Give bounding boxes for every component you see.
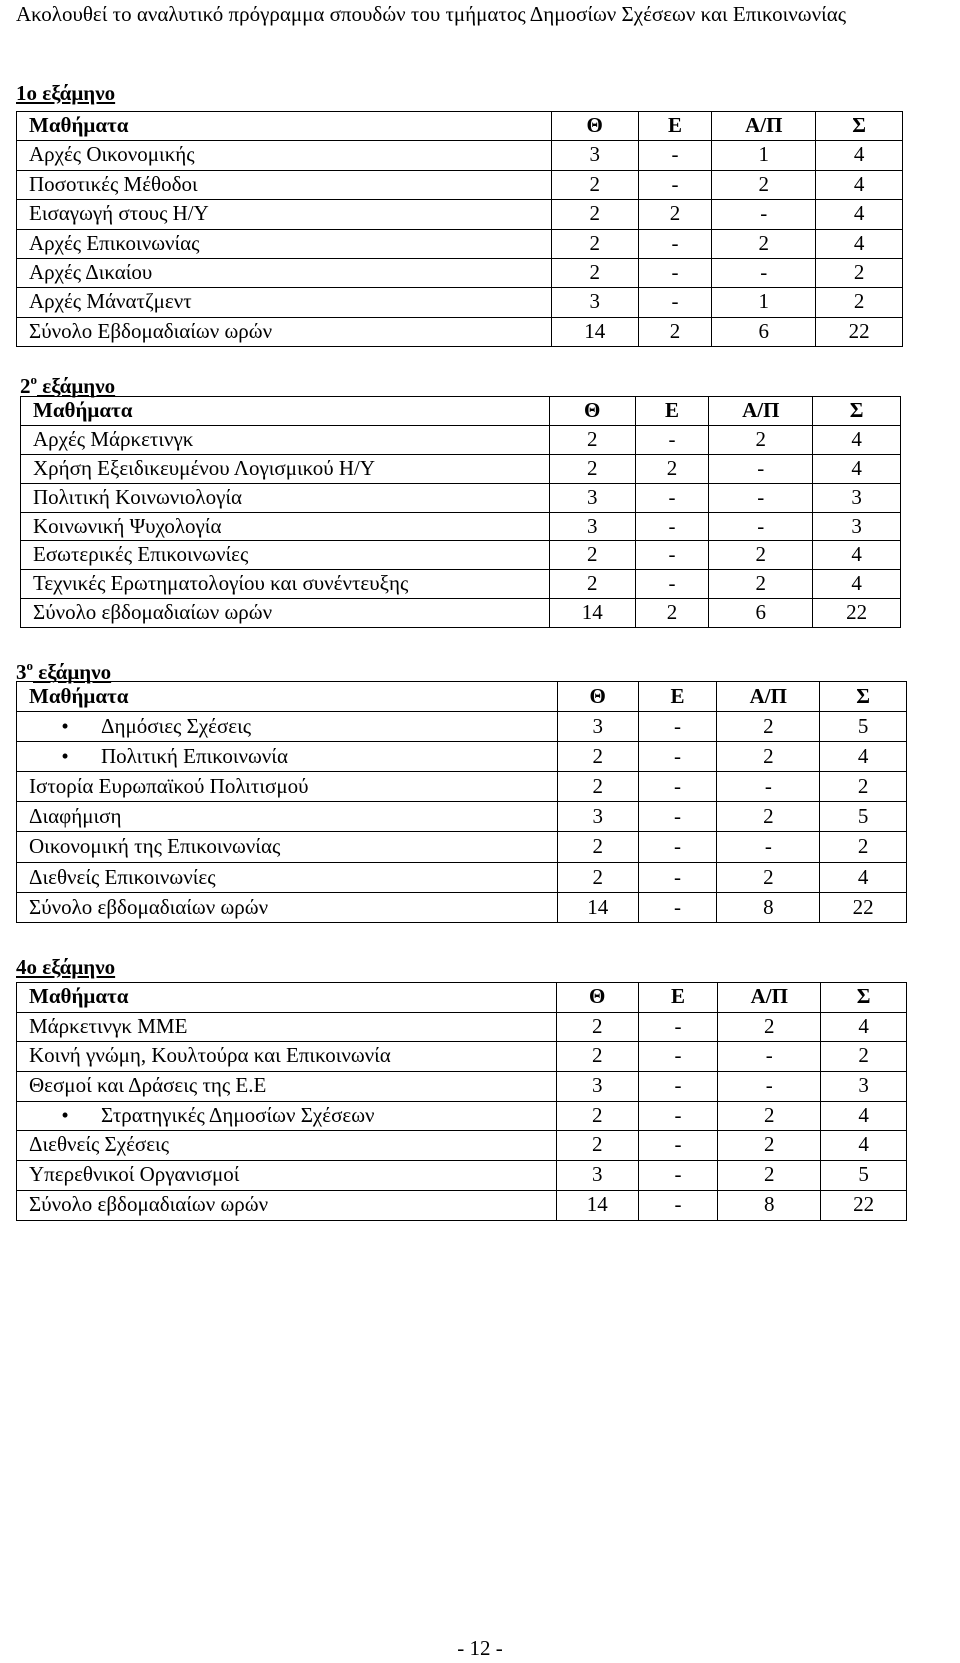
hours-cell: - <box>638 1072 718 1101</box>
table-row <box>21 569 900 598</box>
course-name: Σύνολο εβδομαδιαίων ωρών <box>33 600 273 625</box>
course-name: Αρχές Δικαίου <box>29 259 153 284</box>
column-header-label: Μαθήματα <box>33 398 133 422</box>
course-name-cell <box>21 599 549 627</box>
hours-cell: 2 <box>549 541 635 569</box>
hours-cell: - <box>638 1161 718 1190</box>
hours-cell: 2 <box>815 288 902 316</box>
hours-cell: - <box>638 230 712 258</box>
hours-cell: 4 <box>812 570 900 598</box>
hours-cell: - <box>635 484 709 512</box>
hours-cell: 3 <box>556 1072 638 1101</box>
hours-cell: 2 <box>638 318 712 346</box>
course-name: Τεχνικές Ερωτηματολογίου και συνέντευξης <box>33 571 409 596</box>
hours-cell: 3 <box>549 484 635 512</box>
hours-cell: - <box>638 1013 718 1042</box>
hours-cell: 1 <box>711 141 815 169</box>
hours-cell: 2 <box>819 772 906 801</box>
course-name-cell <box>17 863 557 892</box>
course-name-cell <box>17 230 551 258</box>
course-name: Χρήση Εξειδικευμένου Λογισμικού Η/Υ <box>33 455 376 480</box>
hours-cell: 2 <box>820 1042 906 1071</box>
course-name-cell <box>17 802 557 831</box>
course-name-cell <box>21 570 549 598</box>
table-row <box>17 711 906 741</box>
intro-paragraph: Ακολουθεί το αναλυτικό πρόγραμμα σπουδών του τμήματος Δημοσίων Σχέσεων και Επικοινωνίας <box>16 2 847 26</box>
hours-cell: 2 <box>716 712 819 741</box>
hours-cell: - <box>638 712 717 741</box>
hours-cell: 22 <box>815 318 902 346</box>
hours-cell: 2 <box>557 772 638 801</box>
column-header-course <box>17 682 557 711</box>
course-name-cell <box>17 1131 556 1160</box>
hours-cell: 6 <box>708 599 812 627</box>
hours-cell: 2 <box>556 1102 638 1131</box>
course-name-cell <box>17 259 551 287</box>
bullet-icon <box>29 712 101 740</box>
semester-title <box>20 366 116 398</box>
semester-title <box>16 652 112 684</box>
hours-cell: 2 <box>717 1161 820 1190</box>
course-name-cell <box>21 484 549 512</box>
course-name: Δημόσιες Σχέσεις <box>101 714 252 739</box>
course-name: Οικονομική της Επικοινωνίας <box>29 834 281 859</box>
hours-cell: - <box>635 541 709 569</box>
hours-cell: 2 <box>815 259 902 287</box>
column-header-label: Μαθήματα <box>29 113 129 137</box>
course-name-cell <box>17 1072 556 1101</box>
hours-cell: 2 <box>557 832 638 861</box>
hours-cell: 2 <box>711 171 815 199</box>
column-header: Ε <box>638 983 718 1012</box>
column-header: Α/Π <box>717 983 820 1012</box>
hours-cell: 2 <box>551 230 638 258</box>
table-row <box>17 741 906 771</box>
hours-cell: - <box>638 1191 718 1220</box>
column-header: Ε <box>638 112 712 140</box>
hours-cell: - <box>638 1042 718 1071</box>
course-name: Σύνολο εβδομαδιαίων ωρών <box>29 1191 269 1216</box>
hours-cell: 2 <box>635 599 709 627</box>
course-table <box>20 396 901 628</box>
hours-cell: 4 <box>812 541 900 569</box>
hours-cell: - <box>638 802 717 831</box>
table-row <box>17 258 902 287</box>
hours-cell: 5 <box>820 1161 906 1190</box>
hours-cell: - <box>635 513 709 541</box>
column-header: Ε <box>638 682 717 711</box>
hours-cell: 2 <box>819 832 906 861</box>
table-row <box>21 483 900 512</box>
column-header: Θ <box>551 112 638 140</box>
course-name-cell <box>17 1102 556 1131</box>
table-row <box>17 140 902 169</box>
hours-cell: 2 <box>556 1042 638 1071</box>
course-name: Στρατηγικές Δημοσίων Σχέσεων <box>101 1102 375 1127</box>
column-header-label: Μαθήματα <box>29 684 129 708</box>
table-row <box>17 170 902 199</box>
course-name-cell <box>17 288 551 316</box>
table-row <box>17 862 906 892</box>
course-name-cell <box>21 541 549 569</box>
hours-cell: - <box>635 426 709 454</box>
column-header: Α/Π <box>711 112 815 140</box>
course-name: Ποσοτικές Μέθοδοι <box>29 171 198 196</box>
hours-cell: 4 <box>815 141 902 169</box>
hours-cell: 6 <box>711 318 815 346</box>
hours-cell: 3 <box>557 802 638 831</box>
table-row <box>17 317 902 346</box>
semester-title-rest: εξάμηνο <box>33 660 112 684</box>
table-row <box>21 425 900 454</box>
bullet-icon <box>29 742 101 770</box>
hours-cell: 14 <box>557 893 638 922</box>
table-row <box>21 540 900 569</box>
hours-cell: 2 <box>549 455 635 483</box>
course-name: Αρχές Μάνατζμεντ <box>29 289 192 314</box>
table-row <box>17 892 906 922</box>
semester-title-sup: ο <box>26 658 33 673</box>
hours-cell: - <box>638 832 717 861</box>
table-row <box>17 229 902 258</box>
hours-cell: 2 <box>549 426 635 454</box>
table-header-row <box>17 112 902 140</box>
hours-cell: - <box>708 455 812 483</box>
hours-cell: - <box>717 1072 820 1101</box>
semester-title-sup: ο <box>30 372 37 387</box>
table-row <box>17 1101 906 1131</box>
column-header-course <box>17 983 556 1012</box>
column-header: Θ <box>556 983 638 1012</box>
hours-cell: 22 <box>820 1191 906 1220</box>
table-row <box>17 771 906 801</box>
hours-cell: 3 <box>820 1072 906 1101</box>
course-name: Κοινή γνώμη, Κουλτούρα και Επικοινωνία <box>29 1043 391 1068</box>
course-name-cell <box>17 712 557 741</box>
hours-cell: - <box>638 1102 718 1131</box>
table-header-row <box>17 983 906 1012</box>
course-name: Διεθνείς Σχέσεις <box>29 1132 170 1157</box>
course-name-cell <box>17 318 551 346</box>
hours-cell: 2 <box>716 742 819 771</box>
course-name-cell <box>21 426 549 454</box>
column-header: Σ <box>815 112 902 140</box>
table-row <box>17 801 906 831</box>
course-name: Εισαγωγή στους Η/Υ <box>29 201 209 226</box>
hours-cell: 4 <box>815 230 902 258</box>
course-name-cell <box>17 141 551 169</box>
hours-cell: 3 <box>551 288 638 316</box>
table-row <box>17 1012 906 1042</box>
hours-cell: - <box>638 772 717 801</box>
table-row <box>17 287 902 316</box>
column-header: Θ <box>557 682 638 711</box>
hours-cell: 14 <box>551 318 638 346</box>
course-name: Σύνολο Εβδομαδιαίων ωρών <box>29 318 273 343</box>
hours-cell: 4 <box>820 1131 906 1160</box>
column-header: Σ <box>819 682 906 711</box>
course-name: Σύνολο εβδομαδιαίων ωρών <box>29 894 269 919</box>
table-row <box>17 1071 906 1101</box>
table-row <box>17 1190 906 1220</box>
hours-cell: 8 <box>717 1191 820 1220</box>
hours-cell: - <box>638 141 712 169</box>
column-header: Σ <box>812 397 900 425</box>
hours-cell: 2 <box>717 1131 820 1160</box>
hours-cell: 2 <box>551 200 638 228</box>
hours-cell: 2 <box>708 570 812 598</box>
column-header: Ε <box>635 397 709 425</box>
semester-title-rest: εξάμηνο <box>37 374 116 398</box>
course-name: Αρχές Οικονομικής <box>29 142 195 167</box>
hours-cell: 4 <box>815 200 902 228</box>
hours-cell: 2 <box>717 1013 820 1042</box>
hours-cell: 2 <box>556 1131 638 1160</box>
hours-cell: 2 <box>556 1013 638 1042</box>
table-row <box>17 199 902 228</box>
course-name: Διαφήμιση <box>29 804 122 829</box>
hours-cell: 2 <box>557 742 638 771</box>
table-row <box>17 1130 906 1160</box>
course-name: Αρχές Μάρκετινγκ <box>33 426 194 451</box>
hours-cell: - <box>635 570 709 598</box>
course-name-cell <box>17 893 557 922</box>
bullet-icon <box>29 1102 101 1130</box>
hours-cell: - <box>711 200 815 228</box>
hours-cell: 2 <box>716 802 819 831</box>
hours-cell: 3 <box>556 1161 638 1190</box>
hours-cell: - <box>638 171 712 199</box>
column-header: Α/Π <box>716 682 819 711</box>
course-name-cell <box>21 513 549 541</box>
hours-cell: 3 <box>812 513 900 541</box>
course-name: Πολιτική Επικοινωνία <box>101 744 288 769</box>
hours-cell: - <box>711 259 815 287</box>
hours-cell: 3 <box>551 141 638 169</box>
hours-cell: - <box>638 742 717 771</box>
hours-cell: 2 <box>717 1102 820 1131</box>
hours-cell: 22 <box>819 893 906 922</box>
course-name-cell <box>17 1161 556 1190</box>
table-row <box>17 1041 906 1071</box>
course-name-cell <box>17 742 557 771</box>
table-row <box>17 831 906 861</box>
hours-cell: - <box>638 288 712 316</box>
hours-cell: - <box>708 513 812 541</box>
course-name-cell <box>17 171 551 199</box>
column-header: Α/Π <box>708 397 812 425</box>
hours-cell: 2 <box>635 455 709 483</box>
hours-cell: 4 <box>812 455 900 483</box>
course-name-cell <box>17 1191 556 1220</box>
course-name: Πολιτική Κοινωνιολογία <box>33 484 243 509</box>
hours-cell: 4 <box>819 863 906 892</box>
hours-cell: - <box>716 832 819 861</box>
hours-cell: 2 <box>711 230 815 258</box>
course-table <box>16 111 903 347</box>
course-name: Ιστορία Ευρωπαϊκού Πολιτισμού <box>29 774 309 799</box>
hours-cell: 14 <box>556 1191 638 1220</box>
hours-cell: 3 <box>557 712 638 741</box>
hours-cell: - <box>717 1042 820 1071</box>
semester-title-main: 1ο εξάμηνο <box>16 81 116 105</box>
table-row <box>21 454 900 483</box>
course-name-cell <box>17 832 557 861</box>
semester-title-main: 3 <box>16 660 27 684</box>
semester-title-main: 4ο εξάμηνο <box>16 955 116 979</box>
course-name: Κοινωνική Ψυχολογία <box>33 513 222 538</box>
semester-title <box>16 953 115 981</box>
hours-cell: - <box>716 772 819 801</box>
hours-cell: - <box>638 863 717 892</box>
hours-cell: 4 <box>819 742 906 771</box>
semester-title <box>16 79 115 107</box>
table-row <box>21 598 900 627</box>
course-table <box>16 681 907 923</box>
column-header-course <box>21 397 549 425</box>
course-name: Θεσμοί και Δράσεις της Ε.Ε <box>29 1073 267 1098</box>
course-name-cell <box>17 1042 556 1071</box>
hours-cell: 22 <box>812 599 900 627</box>
hours-cell: - <box>708 484 812 512</box>
hours-cell: - <box>638 1131 718 1160</box>
course-name-cell <box>17 200 551 228</box>
course-name-cell <box>17 1013 556 1042</box>
hours-cell: - <box>638 893 717 922</box>
semester-title-main: 2 <box>20 374 31 398</box>
hours-cell: 2 <box>551 259 638 287</box>
hours-cell: 4 <box>820 1013 906 1042</box>
table-header-row <box>17 682 906 711</box>
table-row <box>21 512 900 541</box>
hours-cell: 14 <box>549 599 635 627</box>
hours-cell: - <box>638 259 712 287</box>
hours-cell: 1 <box>711 288 815 316</box>
hours-cell: 2 <box>708 541 812 569</box>
column-header-course <box>17 112 551 140</box>
course-name: Εσωτερικές Επικοινωνίες <box>33 542 249 567</box>
page-number: - 12 - <box>457 1636 503 1660</box>
hours-cell: 3 <box>549 513 635 541</box>
column-header: Σ <box>820 983 906 1012</box>
table-row <box>17 1160 906 1190</box>
hours-cell: 2 <box>708 426 812 454</box>
hours-cell: 3 <box>812 484 900 512</box>
course-table <box>16 982 907 1221</box>
hours-cell: 8 <box>716 893 819 922</box>
course-name: Διεθνείς Επικοινωνίες <box>29 864 216 889</box>
hours-cell: 2 <box>551 171 638 199</box>
hours-cell: 2 <box>716 863 819 892</box>
course-name: Μάρκετινγκ ΜΜΕ <box>29 1013 188 1038</box>
hours-cell: 5 <box>819 802 906 831</box>
hours-cell: 4 <box>812 426 900 454</box>
hours-cell: 2 <box>557 863 638 892</box>
column-header: Θ <box>549 397 635 425</box>
course-name: Αρχές Επικοινωνίας <box>29 230 200 255</box>
table-header-row <box>21 397 900 425</box>
column-header-label: Μαθήματα <box>29 984 129 1008</box>
hours-cell: 2 <box>638 200 712 228</box>
hours-cell: 4 <box>820 1102 906 1131</box>
course-name-cell <box>17 772 557 801</box>
course-name-cell <box>21 455 549 483</box>
hours-cell: 4 <box>815 171 902 199</box>
hours-cell: 2 <box>549 570 635 598</box>
course-name: Υπερεθνικοί Οργανισμοί <box>29 1162 240 1187</box>
hours-cell: 5 <box>819 712 906 741</box>
